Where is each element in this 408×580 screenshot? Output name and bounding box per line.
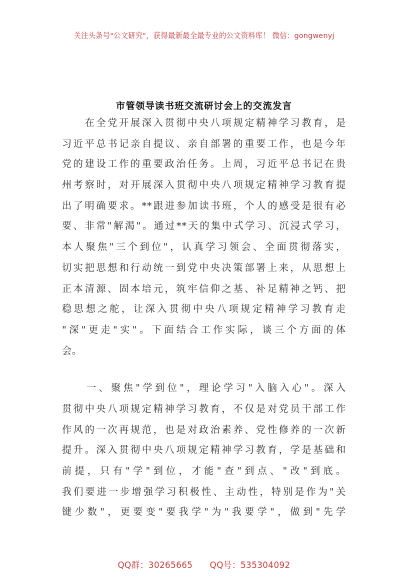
text-line: 州考察时，对开展深入贯彻中央八项规定精神学习教育提 xyxy=(62,180,346,192)
footer-contact-note: QQ群：30265665 QQ号：535304092 xyxy=(117,560,291,570)
text-line: 出了明确要求。**跟进参加读书班，个人的感受是很有必 xyxy=(62,200,346,212)
text-line: 会。 xyxy=(62,345,83,357)
paragraph-gap xyxy=(62,362,346,379)
text-line: 本人聚焦"三个到位"，认真学习领会、全面贯彻落实， xyxy=(62,242,346,254)
text-line: 作风的一次再规范，也是对政治素养、党性修养的一次新 xyxy=(62,424,346,436)
text-line: "深"更走"实"。下面结合工作实际，谈三个方面的体 xyxy=(62,324,346,336)
paragraph xyxy=(62,114,346,362)
text-line: 前提，只有"学"到位，才能"查"到点、"改"到底。 xyxy=(62,466,346,477)
text-line: 在全党开展深入贯彻中央八项规定精神学习教育，是 xyxy=(62,118,346,129)
document-body xyxy=(62,114,346,524)
text-line: 贯彻中央八项规定精神学习教育，不仅是对党员干部工作 xyxy=(62,403,346,415)
paragraph xyxy=(62,379,346,524)
text-line: 我们要进一步增强学习积极性、主动性，特别是作为"关 xyxy=(62,486,346,498)
text-line: 党的建设工作的重要政治任务。上周，习近平总书记在贵 xyxy=(62,159,346,171)
text-line: 提升。深入贯彻中央八项规定精神学习教育，学是基础和 xyxy=(62,445,346,457)
text-line: 键少数"，更要变"要我学"为"我要学"，做到"先学 xyxy=(62,507,346,519)
text-line: 要、非常"解渴"。通过**天的集中式学习、沉浸式学习， xyxy=(62,221,346,233)
text-line: 正本清源、固本培元，筑牢信仰之基、补足精神之钙、把 xyxy=(62,283,346,295)
text-line: 稳思想之舵，让深入贯彻中央八项规定精神学习教育走 xyxy=(62,304,346,316)
text-line: 习近平总书记亲自提议、亲自部署的重要工作，也是今年 xyxy=(62,138,346,150)
text-line: 切实把思想和行动统一到党中央决策部署上来，从思想上 xyxy=(62,262,346,274)
text-line: 一、聚焦"学到位"，理论学习"入脑入心"。深入 xyxy=(62,383,346,395)
header-promo-note: 关注头条号"公文研究"，获得最新最全最专业的公文资料库！ 微信：gongwenyj xyxy=(73,31,335,40)
document-title: 市管领导读书班交流研讨会上的交流发言 xyxy=(115,101,293,112)
